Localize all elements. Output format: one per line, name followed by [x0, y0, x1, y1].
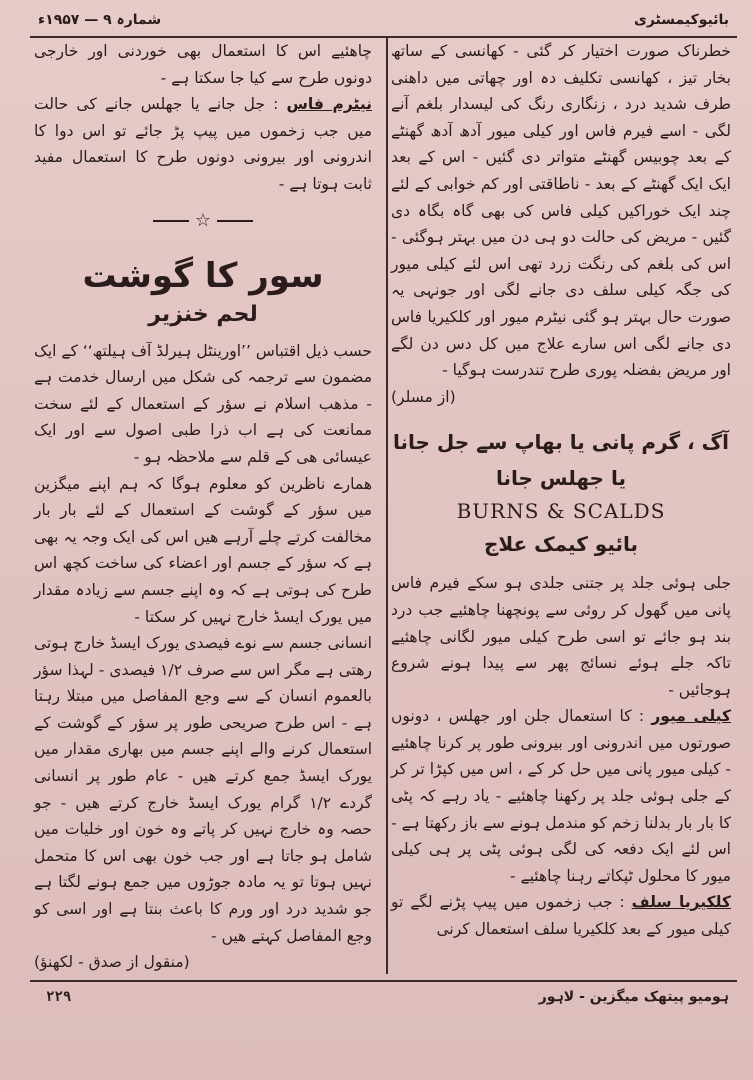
right-column [391, 38, 731, 973]
remedy-text: : جل جانے یا جھلس جانے کی حالت میں جب زخموں میں پیپ پڑ جائے تو اس دوا کا اندرونی اور بیرونی دونوں طرح کا استعمال مفید ثابت ہوتا ہے - [34, 95, 372, 193]
paragraph: حسب ذیل اقتباس ’’اورینٹل ہیرلڈ آف ہیلتھ‘‘ کے ایک مضمون سے ترجمہ کی شکل میں ارسال خدمت ہے - مذھب اسلام نے سؤر کے استعمال کے لئے سخت ممانعت کی ہے اب ذرا طبی اصول سے اور ایک عیسائی ھی کے قلم سے ملاحظہ ہو - [34, 341, 372, 466]
remedy-term: کیلی میور [651, 707, 731, 726]
running-title: بائیوکیمسٹری [633, 12, 729, 28]
page-footer [30, 985, 737, 1015]
remedy-entry [391, 703, 731, 889]
remedy-entry [34, 91, 372, 197]
paragraph: چاھئیے اس کا استعمال بھی خوردنی اور خارجی دونوں طرح سے کیا جا سکتا ہے - [34, 42, 372, 87]
section-separator [34, 204, 372, 238]
section-heading: آگ ، گرم پانی یا بھاپ سے جل جانا [392, 430, 730, 455]
paragraph: خطرناک صورت اختیار کر گئی - کھانسی کے ساتھ بخار تیز ، کھانسی تکلیف دہ اور چھاتی میں داھنی طرف شدید درد ، زنگاری رنگ کی لیسدار بلغم آنے لگی - اسے فیرم فاس اور کیلی میور آدھ آدھ گھنٹے کے بعد چوبیس گھنٹے متواتر دی گئیں - اس کے بعد ایک ایک گھنٹے کے بعد - ناطاقتی اور کم خوابی کے لئے چند ایک خوراکیں کیلی فاس کی بھی گاہ بگاہ دی گئیں - مریض کی حالت دو ہی دن میں بہتر ہوگئی - اس کی بلغم کی رنگت زرد تھی اس لئے کیلی میور کی جگہ کیلی سلف دی جانے لگی اور جونہی یہ صورت حال بہتر ہو گئی نیٹرم میور اور کلکیریا فاس دی جانے لگی اس سارے علاج میں کل دس دن لگے اور مریض بفضلہ پوری طرح تندرست ہوگیا - [391, 42, 731, 380]
separator-line [217, 220, 253, 222]
source-note: (از مسلر) [391, 387, 456, 406]
article-title: سور کا گوشت [82, 255, 324, 296]
footer-rule [30, 980, 737, 982]
page-header [30, 6, 737, 38]
remedy-entry [391, 889, 731, 942]
separator-line [153, 220, 189, 222]
column-divider [386, 38, 388, 974]
page-number: ۲۲۹ [46, 989, 72, 1005]
remedy-term: نیٹرم فاس [286, 95, 372, 114]
remedy-text: : کا استعمال جلن اور جھلس ، دونوں صورتوں میں اندرونی اور بیرونی طور پر کرنا چاھئیے - کیلی میور پانی میں حل کر کے ، اس میں کپڑا تر کر کے جلی ہوئی جلد پر رکھنا چاھئیے - یاد رہے کہ پٹی کا بار بار بدلنا زخم کو مندمل ہونے سے باز رکھتا ہے - اس لئے ایک دفعہ کی لگی ہوئی پٹی پر ہی کیلی میور کا محلول ٹپکاتے رہنا چاھئیے - [391, 707, 731, 885]
publisher-name: ہومیو پیتھک میگزین - لاہور [538, 989, 729, 1005]
remedy-text: : جب زخموں میں پیپ پڑنے لگے تو کیلی میور کے بعد کلکیریا سلف استعمال کرنی [391, 893, 731, 939]
section-subheading: بائیو کیمک علاج [483, 532, 639, 557]
section-heading-line2: یا جھلس جانا [496, 466, 626, 491]
remedy-term: کلکیریا سلف [631, 893, 731, 912]
star-icon: ☆ [194, 209, 212, 231]
paragraph: جلی ہوئی جلد پر جتنی جلدی ہو سکے فیرم فاس پانی میں گھول کر روئی سے پونچھنا چاھئیے جب درد بند ہو جائے تو اسی طرح کیلی میور لگانی چاھئیے تاکہ جلے ہوئے نسائج پھر سے پیدا ہونے شروع ہوجائیں - [391, 574, 731, 699]
article-subtitle: لحم خنزیر [148, 301, 258, 327]
issue-number: شمارہ ۹ — ۱۹۵۷ء [38, 12, 162, 28]
left-column [34, 38, 372, 973]
paragraph: ھمارے ناظرین کو معلوم ہوگا کہ ہم اپنے میگزین میں سؤر کے گوشت کے استعمال کے لئے بار بار مخالفت کرتے چلے آرہے ھیں اس کی ایک وجہ یہ بھی ہے کہ سؤر کے جسم اور اعضاء کی ساخت کچھ اس طرح کی ہوتی ہے کہ وہ اپنے جسم سے زیادہ مقدار میں یورک ایسڈ خارج نہیں کر سکتا - [34, 474, 372, 626]
paragraph: انسانی جسم سے نوے فیصدی یورک ایسڈ خارج ہوتی رھتی ہے مگر اس سے صرف ۱/۲ فیصدی - لہذا سؤر بالعموم انسان کے سے وجع المفاصل میں مبتلا رہتا ہے - اس طرح صریحی طور پر سؤر کے گوشت کے استعمال کرنے والے اپنے جسم میں بھاری مقدار میں یورک ایسڈ جمع کرتے ھیں - عام طور پر انسانی گردے ۱/۲ گرام یورک ایسڈ خارج کرتے ھیں - جو حصہ وہ خارج نہیں کر پاتے وہ خون اور خلیات میں شامل ہو جاتا ہے اور جب خون بھی اس کا متحمل نہیں ہوتا تو یہ مادہ جوڑوں میں جمع ہونے لگتا ہے جو شدید درد اور ورم کا باعث بنتا ہے اور اسی کو وجع المفاصل کہتے ھیں - [34, 634, 373, 945]
source-credit: (منقول از صدق - لکھنؤ) [34, 953, 190, 972]
section-heading-english: BURNS & SCALDS [456, 499, 666, 524]
